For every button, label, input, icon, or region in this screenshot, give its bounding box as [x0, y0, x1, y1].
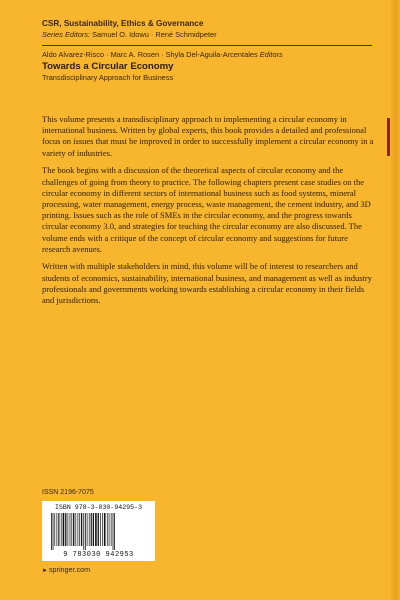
series-editors-names: Samuel O. Idowu · René Schmidpeter: [92, 30, 217, 39]
barcode-icon: [50, 513, 147, 550]
book-subtitle: Transdisciplinary Approach for Business: [42, 73, 174, 82]
barcode-bar: [79, 513, 80, 546]
barcode-bar: [113, 513, 114, 550]
barcode-bar: [68, 513, 69, 546]
barcode-bar: [65, 513, 66, 546]
barcode-bar: [58, 513, 59, 546]
barcode-bar: [95, 513, 97, 546]
barcode-bar: [83, 513, 84, 550]
blurb-paragraph: The book begins with a discussion of the theoretical aspects of circular economy and the challenges of going from theory to practice. The following chapters present case studies on the circular economy in different sectors of international business such as food systems, mineral processing, water management, energy process, waste management, the cement industry, and 3D printing. Issues such as the role of SMEs in the circular economy, and the progress towards circular economy 3.0, and strategies for teaching the circular economy are also discussed. The volume ends with a critique of the concept of circular economy and suggestions for future research avenues.: [42, 165, 371, 254]
barcode-bar: [78, 513, 79, 546]
barcode-bar: [81, 513, 82, 546]
volume-editors: [42, 49, 372, 60]
series-editors: [42, 29, 372, 40]
accent-bar: [387, 118, 390, 156]
issn: ISSN 2196-7075: [42, 489, 94, 496]
barcode-bar: [57, 513, 58, 546]
blurb: [42, 114, 376, 313]
book-title: Towards a Circular Economy: [42, 61, 174, 72]
barcode-bar: [61, 513, 62, 546]
barcode-bar: [51, 513, 52, 550]
barcode-bar: [63, 513, 65, 546]
barcode-bar: [75, 513, 76, 546]
barcode-bar: [98, 513, 99, 546]
publisher-url[interactable]: [42, 565, 90, 574]
volume-editors-role: Editors: [259, 50, 283, 59]
isbn-label: ISBN 978-3-030-94295-3: [54, 504, 143, 511]
header-divider: [42, 45, 372, 46]
series-editors-label: Series Editors:: [42, 30, 91, 39]
barcode-bar: [85, 513, 86, 550]
barcode-box: [42, 501, 155, 561]
blurb-paragraph: Written with multiple stakeholders in mind, this volume will be of interest to researchers and students of economics, sustainability, international business, and management as well as industry professionals and governments working towards establishing a circular economy in their fields and jurisdictions.: [42, 261, 372, 306]
barcode-bar: [53, 513, 54, 550]
barcode-bar: [73, 513, 74, 546]
barcode-bar: [104, 513, 106, 546]
barcode-bar: [91, 513, 92, 546]
barcode-bar: [102, 513, 103, 546]
barcode-bar: [100, 513, 101, 546]
barcode-bar: [54, 513, 55, 546]
barcode-bar: [93, 513, 94, 546]
arrow-icon: ►: [42, 568, 48, 574]
barcode-bar: [70, 513, 71, 546]
barcode-bar: [89, 513, 90, 546]
barcode-bar: [114, 513, 115, 550]
barcode-bar: [107, 513, 108, 546]
barcode-bar: [71, 513, 72, 546]
cover-header: [42, 18, 372, 83]
blurb-paragraph: This volume presents a transdisciplinary approach to implementing a circular economy in international business. Written by global experts, this book provides a detailed and professional focus on issues that must be improved in order to successfully implement a circular economy in a variety of industries.: [42, 114, 374, 158]
barcode-bar: [111, 513, 112, 546]
publisher-url-text: springer.com: [48, 565, 91, 574]
volume-editors-names: Aldo Alvarez-Risco · Marc A. Rosen · Shyla Del-Aguila-Arcentales: [42, 50, 258, 59]
barcode-digits: 9 783030 942953: [63, 551, 134, 559]
barcode-bar: [109, 513, 110, 546]
barcode-bar: [87, 513, 88, 546]
series-title: CSR, Sustainability, Ethics & Governance: [42, 19, 204, 28]
spine-edge: [391, 0, 400, 600]
